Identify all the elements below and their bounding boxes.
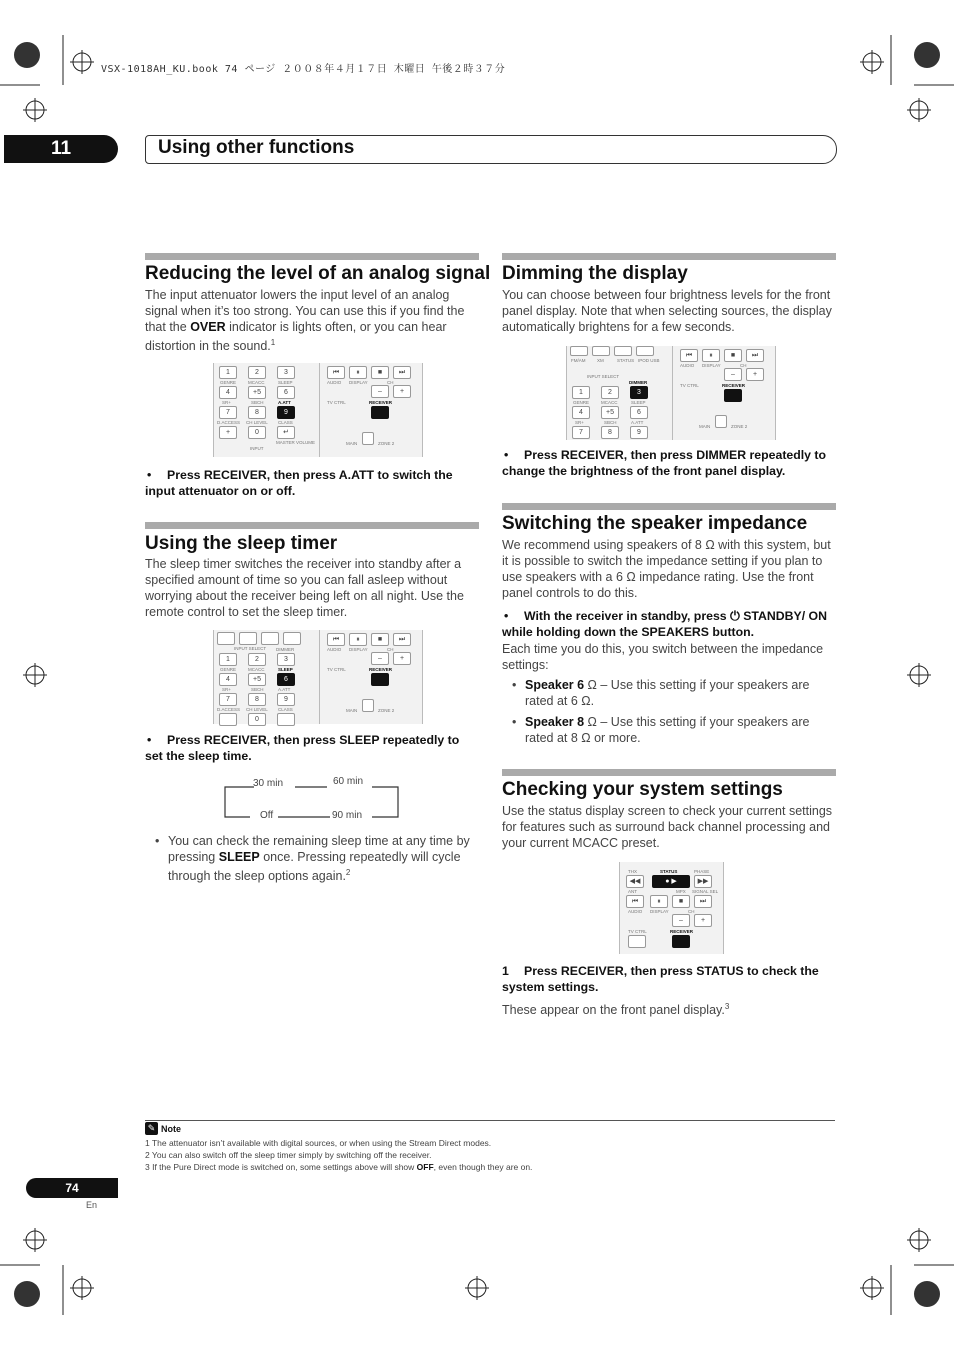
- sleep-60: 60 min: [333, 776, 364, 787]
- analog-body: The input attenuator lowers the input level of an analog signal when it’s too strong. You can use this if you find the that the OVER indicator is lights often, or you can hear distortion in the sound.$^1$: [145, 288, 465, 354]
- section-bar: [145, 253, 479, 260]
- sleep-body: The sleep timer switches the receiver into standby after a specified amount of time so you can fall asleep without worrying about the receiver being left on all night. Use the remote control to set the sleep timer.: [145, 557, 464, 619]
- dimmer-instruction: • Press RECEIVER, then press DIMMER repeatedly to change the brightness of the front panel display.: [502, 448, 827, 478]
- sleep-30: 30 min: [253, 778, 284, 789]
- status-instruction: 1 Press RECEIVER, then press STATUS to check the system settings.: [502, 964, 819, 994]
- sleep-note: • You can check the remaining sleep time at any time by pressing SLEEP once. Pressing repeatedly will cycle through the sleep options again.$^2$: [155, 834, 470, 884]
- standby-icon: ⏻: [730, 609, 740, 623]
- status-body: Use the status display screen to check your current settings for features such as surround back channel processing and your current MCACC preset.: [502, 804, 833, 850]
- dimmer-body: You can choose between four brightness levels for the front panel display. Note that when selecting sources, the display automatically brightens for a few seconds.: [502, 288, 832, 334]
- sleep-cycle-lines: [222, 775, 402, 821]
- footnote-rule: [145, 1120, 835, 1121]
- impedance-after: Each time you do this, you switch between the impedance settings:: [502, 642, 824, 672]
- section-bar: [502, 503, 836, 510]
- impedance-instruction: • With the receiver in standby, press ⏻ STANDBY/ ON while holding down the SPEAKERS button.: [502, 609, 828, 639]
- impedance-option-6: • Speaker 6 Ω – Use this setting if your speakers are rated at 6 Ω.: [512, 678, 810, 708]
- section-title-analog: Reducing the level of an analog signal: [145, 263, 491, 284]
- remote-illustration-status: THX STATUS PHASE ◀◀ ● ▶ ▶▶ ANT MPX SIGNAL SEL ⏮ ⏸ ■ ⏭ AUDIO DISPLAY CH – + TV CTRL RECEIVER: [619, 862, 724, 954]
- footnote-2: 2 You can also switch off the sleep timer simply by switching off the receiver.: [145, 1150, 432, 1160]
- sleep-cycle-diagram: [222, 775, 402, 821]
- footnote-3: 3 If the Pure Direct mode is switched on, some settings above will show OFF, even though they are on.: [145, 1162, 533, 1172]
- analog-instruction: • Press RECEIVER, then press A.ATT to switch the input attenuator on or off.: [145, 468, 453, 498]
- page-number: 74: [26, 1178, 118, 1198]
- page-language: En: [86, 1200, 98, 1210]
- remote-illustration-aatt: 1 2 3 GENRE MCACC SLEEP 4 +5 6 SR+ SBCH A.ATT 7 8 9 D.ACCESS CH LEVEL CLASS + 0 ↵ INPUT MASTER VOLUME ⏮ ⏸ ■ ⏭ AUDIO DISPLAY CH – + TV CTRL RECEIVER MAIN ZONE 2: [213, 363, 423, 457]
- impedance-body: We recommend using speakers of 8 Ω with this system, but it is possible to switch the impedance setting if you plan to use speakers with a 6 Ω impedance rating. Use the front panel controls to do this.: [502, 538, 831, 600]
- footnote-1: 1 The attenuator isn’t available with digital sources, or when using the Stream Direct modes.: [145, 1138, 492, 1148]
- sleep-off: Off: [260, 810, 274, 821]
- note-heading: ✎ Note: [145, 1122, 181, 1135]
- section-title-dimmer: Dimming the display: [502, 263, 688, 284]
- section-bar: [502, 253, 836, 260]
- sleep-90: 90 min: [332, 810, 363, 821]
- file-header: VSX-1018AH_KU.book 74 ページ ２００８年４月１７日 木曜日 午後２時３７分: [101, 64, 506, 75]
- section-title-status: Checking your system settings: [502, 779, 783, 800]
- section-title-impedance: Switching the speaker impedance: [502, 513, 808, 534]
- impedance-option-8: • Speaker 8 Ω – Use this setting if your speakers are rated at 8 Ω or more.: [512, 715, 810, 745]
- section-title-sleep: Using the sleep timer: [145, 533, 338, 554]
- section-bar: [502, 769, 836, 776]
- chapter-title: Using other functions: [158, 137, 355, 158]
- section-bar: [145, 522, 479, 529]
- remote-illustration-dimmer: FM/AM XM STATUS IPOD USB INPUT SELECT DIMMER 1 2 3 GENRE MCACC SLEEP 4 +5 6 SR+ SBCH A.ATT 7 8 9 ⏮ ⏸ ■ ⏭ AUDIO DISPLAY CH – + TV CTRL RECEIVER MAIN ZONE 2: [566, 346, 776, 440]
- sleep-instruction: • Press RECEIVER, then press SLEEP repeatedly to set the sleep time.: [145, 733, 460, 763]
- status-after: These appear on the front panel display.$^3$: [502, 1002, 730, 1018]
- pencil-icon: ✎: [145, 1122, 158, 1135]
- remote-illustration-sleep: INPUT SELECT DIMMER 1 2 3 GENRE MCACC SLEEP 4 +5 6 SR+ SBCH A.ATT 7 8 9 D.ACCESS CH LEVEL CLASS 0 ⏮ ⏸ ■ ⏭ AUDIO DISPLAY CH – + TV CTRL RECEIVER MAIN ZONE 2: [213, 630, 423, 724]
- chapter-number: 11: [4, 135, 118, 163]
